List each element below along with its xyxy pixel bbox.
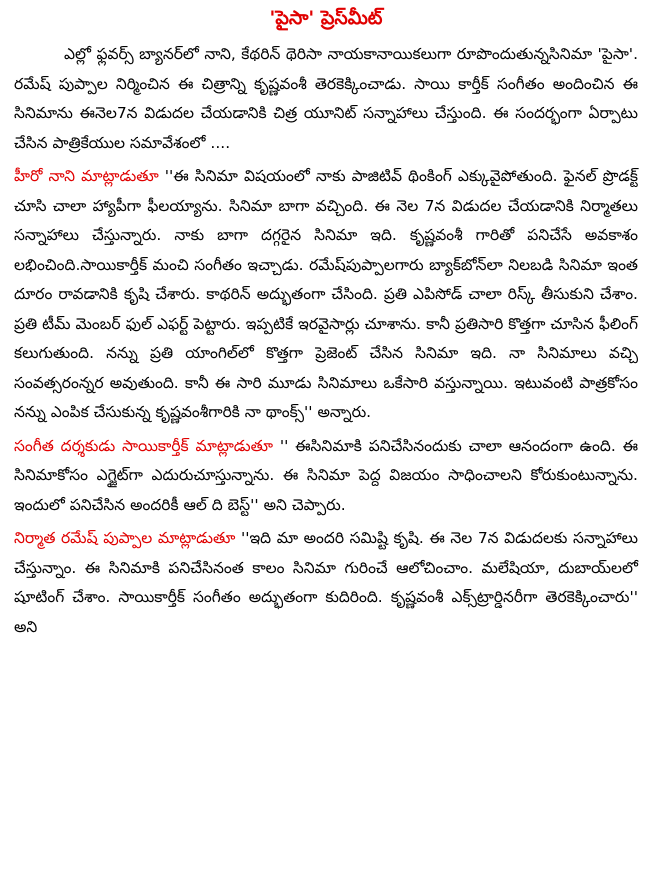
paragraph-producer (14, 524, 638, 642)
quote-hero-nani: ''ఈ సినిమా విషయంలో నాకు పాజిటివ్ థింకింగ్ ఎక్కువైపోతుంది. ఫైనల్ ప్రొడక్ట్ చూసి చాలా హ్యాపీగా ఫీలయ్యాను. సినిమా బాగా వచ్చింది. ఈ నెల 7న విడుదల చేయడానికి నిర్మాతలు సన్నాహాలు చేస్తున్నారు. నాకు బాగా దగ్గరైన సినిమా ఇది. కృష్ణవంశీ గారితో పనిచేసే అవకాశం లభించింది.సాయికార్తీక్ మంచి సంగీతం ఇచ్చాడు. రమేష్‌పుప్పాలగారు బ్యాక్‌బోన్‌లా నిలబడి సినిమా ఇంత దూరం రావడానికి కృషి చేశారు. కాథరిన్ అద్భుతంగా చేసింది. ప్రతి ఎపిసోడ్ చాలా రిస్క్ తీసుకుని చేశాం. ప్రతి టీమ్ మెంబర్ ఫుల్ ఎఫర్ట్ పెట్టారు. ఇప్పటికే ఇరవైసార్లు చూశాను. కానీ ప్రతిసారి కొత్తగా చూసిన ఫీలింగ్ కలుగుతుంది. నన్ను ప్రతి యాంగిల్‌లో కొత్తగా ప్రెజెంట్ చేసిన సినిమా ఇది. నా సినిమాలు వచ్చి సంవత్సరంన్నర అవుతుంది. కానీ ఈ సారి మూడు సినిమాలు ఒకేసారి వస్తున్నాయి. ఇటువంటి పాత్రకోసం నన్ను ఎంపిక చేసుకున్న కృష్ణవంశీగారికి నా థాంక్స్'' అన్నారు. (14, 167, 638, 421)
paragraph-hero-nani (14, 162, 638, 428)
speaker-hero-nani: హీరో నాని మాట్లాడుతూ (14, 167, 159, 185)
speaker-producer: నిర్మాత రమేష్ పుప్పాల మాట్లాడుతూ (14, 529, 236, 547)
paragraph-music-director (14, 432, 638, 521)
article-title: 'పైసా' ప్రెస్‌మీట్ (269, 7, 383, 29)
intro-paragraph: ఎల్లో ఫ్లవర్స్ బ్యానర్‌లో నాని, కేథరిన్ థెరిసా నాయకానాయికలుగా రూపొందుతున్నసినిమా 'పైసా'. రమేష్ పుప్పాల నిర్మించిన ఈ చిత్రాన్ని కృష్ణవంశీ తెరకెక్కించాడు. సాయి కార్తీక్ సంగీతం అందించిన ఈ సినిమాను ఈనెల7న విడుదల చేయడానికి చిత్ర యూనిట్ సన్నాహాలు చేస్తుంది. ఈ సందర్భంగా ఏర్పాటు చేసిన పాత్రికేయుల సమావేశంలో .... (14, 45, 638, 152)
quote-producer: ''ఇది మా అందరి సమిష్టి కృషి. ఈ నెల 7న విడుదలకు సన్నాహాలు చేస్తున్నాం. ఈ సినిమాకి పనిచేసినంత కాలం సినిమా గురించే ఆలోచించాం. మలేషియా, దుబాయ్‌లలో షూటింగ్ చేశాం. సాయికార్తీక్ సంగీతం అద్భుతంగా కుదిరింది. కృష్ణవంశీ ఎక్స్‌ట్రార్డినరీగా తెరకెక్కించారు'' అని (14, 529, 638, 636)
quote-music-director: '' ఈసినిమాకి పనిచేసినందుకు చాలా ఆనందంగా ఉంది. ఈ సినిమాకోసం ఎగ్జైట్‌గా ఎదురుచూస్తున్నాను. ఈ సినిమా పెద్ద విజయం సాధించాలని కోరుకుంటున్నాను. ఇందులో పనిచేసిన అందరికీ ఆల్ ది బెస్ట్'' అని చెప్పారు. (14, 436, 638, 514)
speaker-music-director: సంగీత దర్శకుడు సాయికార్తీక్ మాట్లాడుతూ (14, 436, 274, 455)
